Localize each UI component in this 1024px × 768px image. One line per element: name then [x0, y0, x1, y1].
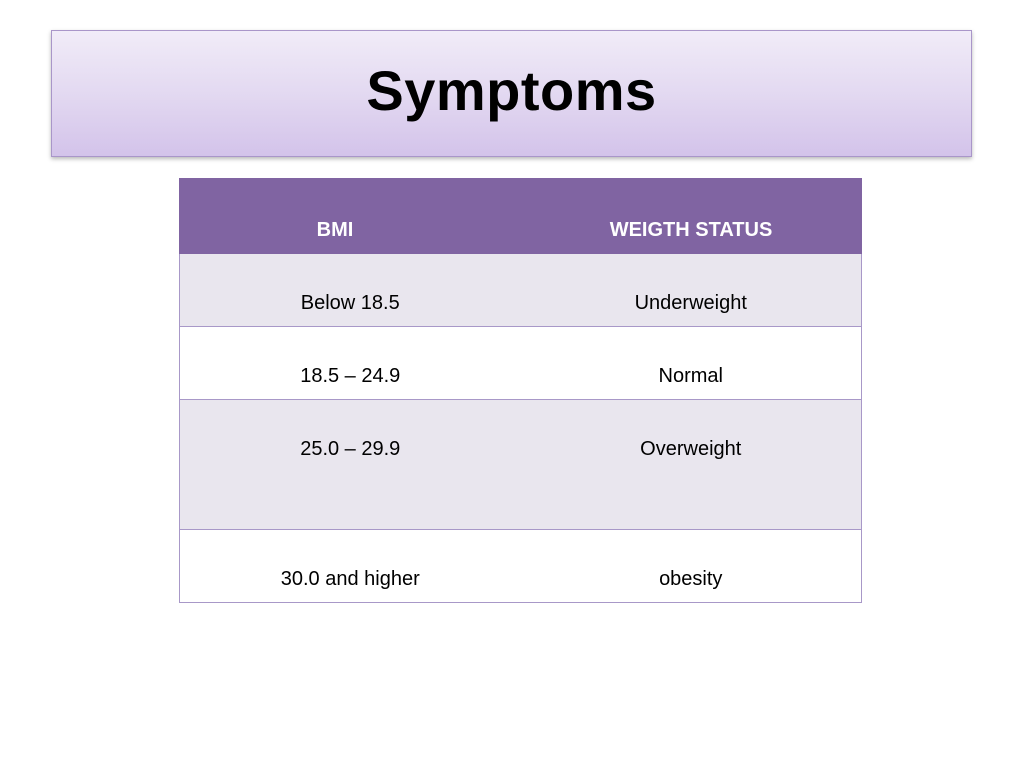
bmi-cell: 25.0 – 29.9	[180, 400, 521, 530]
table-row	[180, 530, 862, 603]
table-header-row	[180, 179, 862, 254]
header-weight-status: WEIGTH STATUS	[521, 179, 862, 254]
bmi-cell: 18.5 – 24.9	[180, 327, 521, 400]
slide-title: Symptoms	[366, 59, 657, 122]
status-cell: Underweight	[521, 254, 862, 327]
table-row	[180, 327, 862, 400]
title-banner	[51, 30, 972, 157]
status-cell: Normal	[521, 327, 862, 400]
status-cell: Overweight	[521, 400, 862, 530]
bmi-table	[179, 178, 862, 603]
status-cell: obesity	[521, 530, 862, 603]
table-row	[180, 400, 862, 530]
bmi-cell: Below 18.5	[180, 254, 521, 327]
bmi-cell: 30.0 and higher	[180, 530, 521, 603]
header-bmi: BMI	[180, 179, 521, 254]
table-row	[180, 254, 862, 327]
